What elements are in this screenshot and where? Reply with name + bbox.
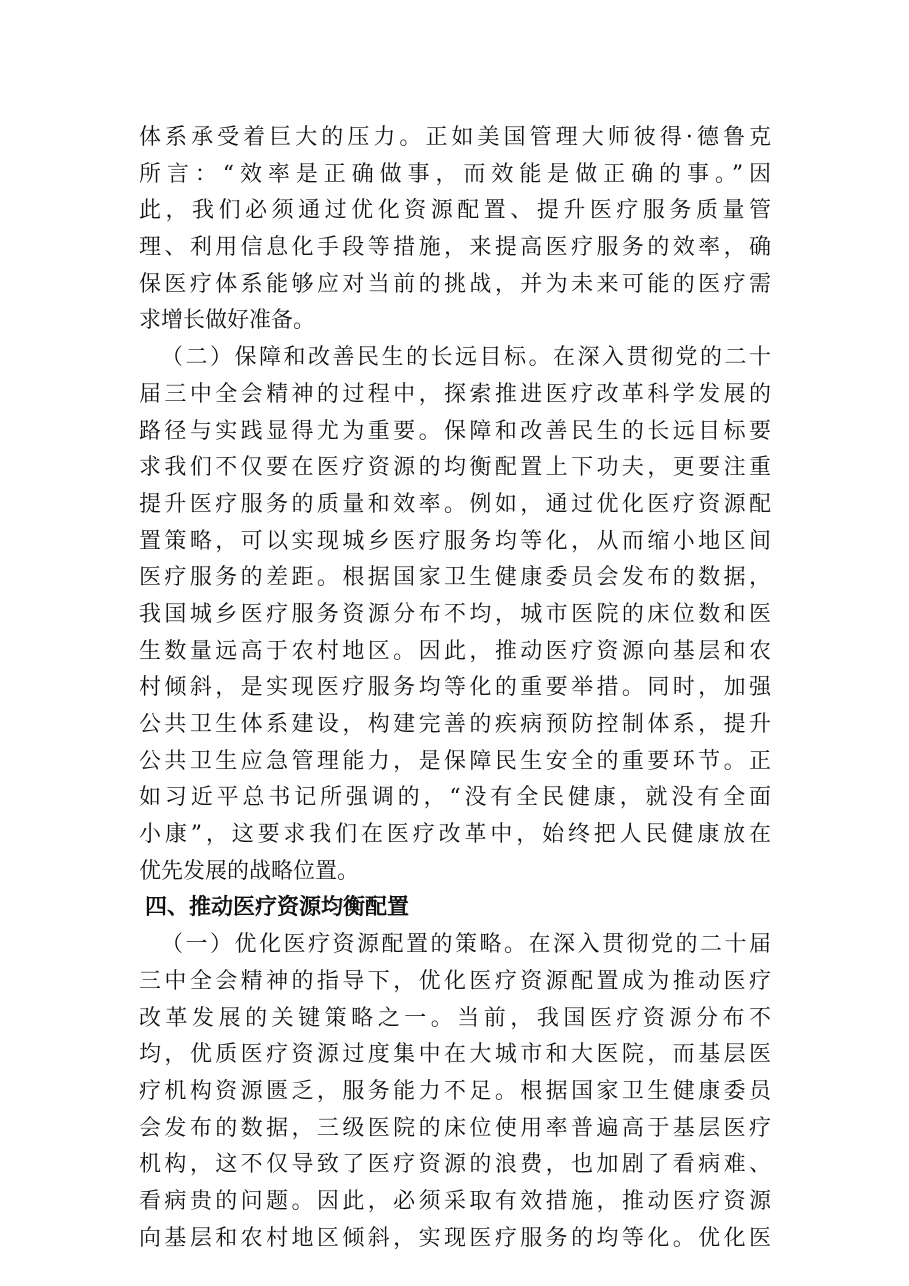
body-line: 小康”，这要求我们在医疗改革中，始终把人民健康放在: [139, 822, 771, 848]
body-line: 体系承受着巨大的压力。正如美国管理大师彼得·德鲁克: [139, 125, 771, 150]
body-line: 求我们不仅要在医疗资源的均衡配置上下功夫，更要注重: [139, 455, 771, 481]
body-line: 我国城乡医疗服务资源分布不均，城市医院的床位数和医: [139, 601, 771, 627]
body-line: 理、利用信息化手段等措施，来提高医疗服务的效率，确: [139, 235, 771, 261]
body-line: 路径与实践显得尤为重要。保障和改善民生的长远目标要: [139, 418, 771, 444]
body-line: 均，优质医疗资源过度集中在大城市和大医院，而基层医: [139, 1042, 771, 1068]
body-line: 三中全会精神的指导下，优化医疗资源配置成为推动医疗: [139, 968, 771, 994]
body-line: 会发布的数据，三级医院的床位使用率普遍高于基层医疗: [139, 1115, 771, 1141]
body-line: 公共卫生应急管理能力，是保障民生安全的重要环节。正: [139, 748, 771, 774]
paragraph-line: （一）优化医疗资源配置的策略。在深入贯彻党的二十届: [161, 932, 771, 958]
body-line: 优先发展的战略位置。: [139, 858, 360, 884]
body-line: 置策略，可以实现城乡医疗服务均等化，从而缩小地区间: [139, 528, 771, 554]
body-line: 所言：“效率是正确做事，而效能是做正确的事。”因: [139, 161, 771, 187]
body-line: 如习近平总书记所强调的，“没有全民健康，就没有全面: [139, 785, 771, 811]
body-line: 此，我们必须通过优化资源配置、提升医疗服务质量管: [139, 198, 771, 224]
section-heading: 四、推动医疗资源均衡配置: [145, 895, 410, 921]
body-line: 疗机构资源匮乏，服务能力不足。根据国家卫生健康委员: [139, 1078, 771, 1104]
body-line: 公共卫生体系建设，构建完善的疾病预防控制体系，提升: [139, 712, 771, 737]
body-line: 向基层和农村地区倾斜，实现医疗服务的均等化。优化医: [139, 1225, 771, 1251]
paragraph-line: （二）保障和改善民生的长远目标。在深入贯彻党的二十: [161, 345, 771, 371]
body-line: 提升医疗服务的质量和效率。例如，通过优化医疗资源配: [139, 491, 771, 517]
body-line: 机构，这不仅导致了医疗资源的浪费，也加剧了看病难、: [139, 1152, 771, 1178]
body-line: 看病贵的问题。因此，必须采取有效措施，推动医疗资源: [139, 1188, 771, 1214]
body-line: 医疗服务的差距。根据国家卫生健康委员会发布的数据，: [139, 565, 771, 591]
body-line: 届三中全会精神的过程中，探索推进医疗改革科学发展的: [139, 381, 771, 407]
document-body: [139, 120, 771, 1257]
body-line: 生数量远高于农村地区。因此，推动医疗资源向基层和农: [139, 638, 771, 664]
body-line: 改革发展的关键策略之一。当前，我国医疗资源分布不: [139, 1005, 771, 1031]
body-line: 求增长做好准备。: [139, 308, 316, 334]
body-line: 村倾斜，是实现医疗服务均等化的重要举措。同时，加强: [139, 675, 771, 701]
body-line: 保医疗体系能够应对当前的挑战，并为未来可能的医疗需: [139, 271, 771, 297]
